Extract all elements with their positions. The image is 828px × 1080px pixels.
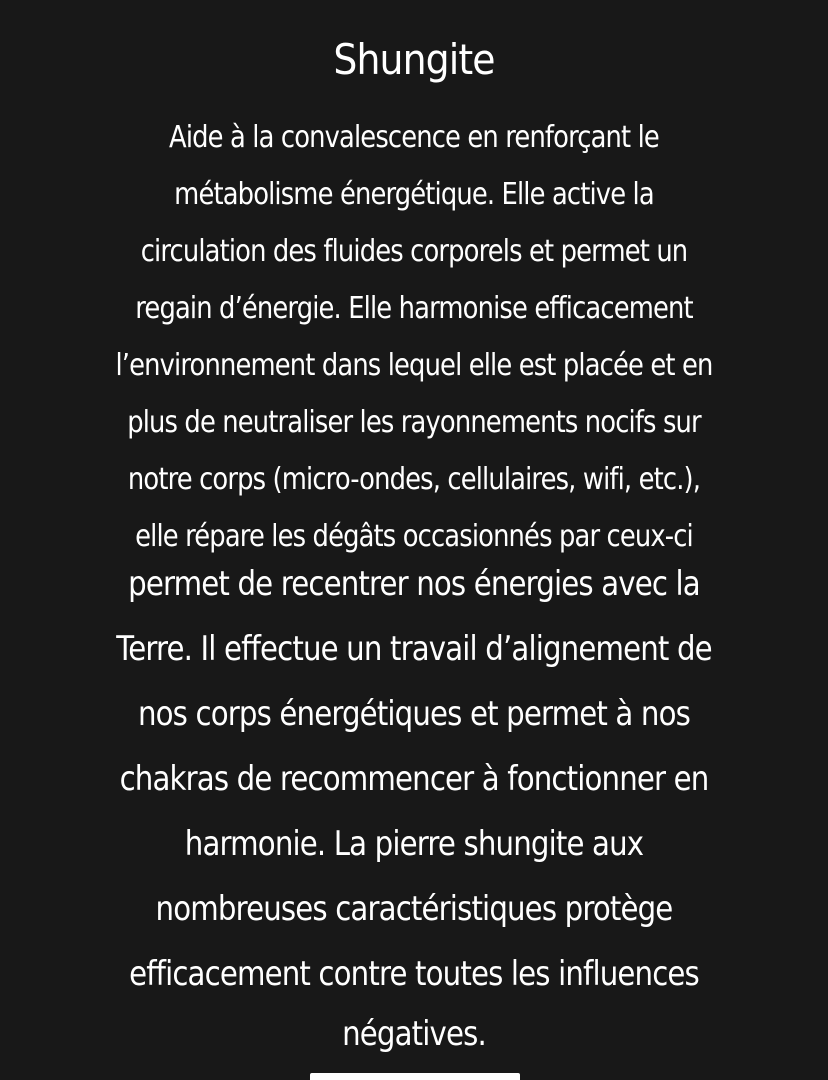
page-title: Shungite — [333, 35, 495, 84]
text-line: efficacement contre toutes les influences — [129, 954, 699, 994]
text-line: nos corps énergétiques et permet à nos — [137, 694, 691, 734]
text-line: permet de recentrer nos énergies avec la — [128, 564, 700, 604]
text-line: elle répare les dégâts occasionnés par ceux-ci — [135, 519, 693, 554]
text-line: Terre. Il effectue un travail d’alignement de — [116, 629, 712, 669]
text-line: notre corps (micro-ondes, cellulaires, wifi, etc.), — [127, 462, 701, 497]
text-line: l’environnement dans lequel elle est placée et en — [115, 348, 713, 383]
text-line: chakras de recommencer à fonctionner en — [119, 759, 709, 799]
home-indicator[interactable] — [310, 1073, 520, 1080]
text-line: nombreuses caractéristiques protège — [155, 889, 673, 929]
text-line: plus de neutraliser les rayonnements nocifs sur — [127, 405, 701, 440]
text-line: circulation des fluides corporels et permet un — [140, 234, 688, 269]
text-line: métabolisme énergétique. Elle active la — [174, 177, 654, 212]
text-line: négatives. — [342, 1014, 486, 1054]
text-line: regain d’énergie. Elle harmonise efficacement — [135, 291, 693, 326]
text-line: Aide à la convalescence en renforçant le — [169, 120, 659, 155]
text-line: harmonie. La pierre shungite aux — [184, 824, 644, 864]
